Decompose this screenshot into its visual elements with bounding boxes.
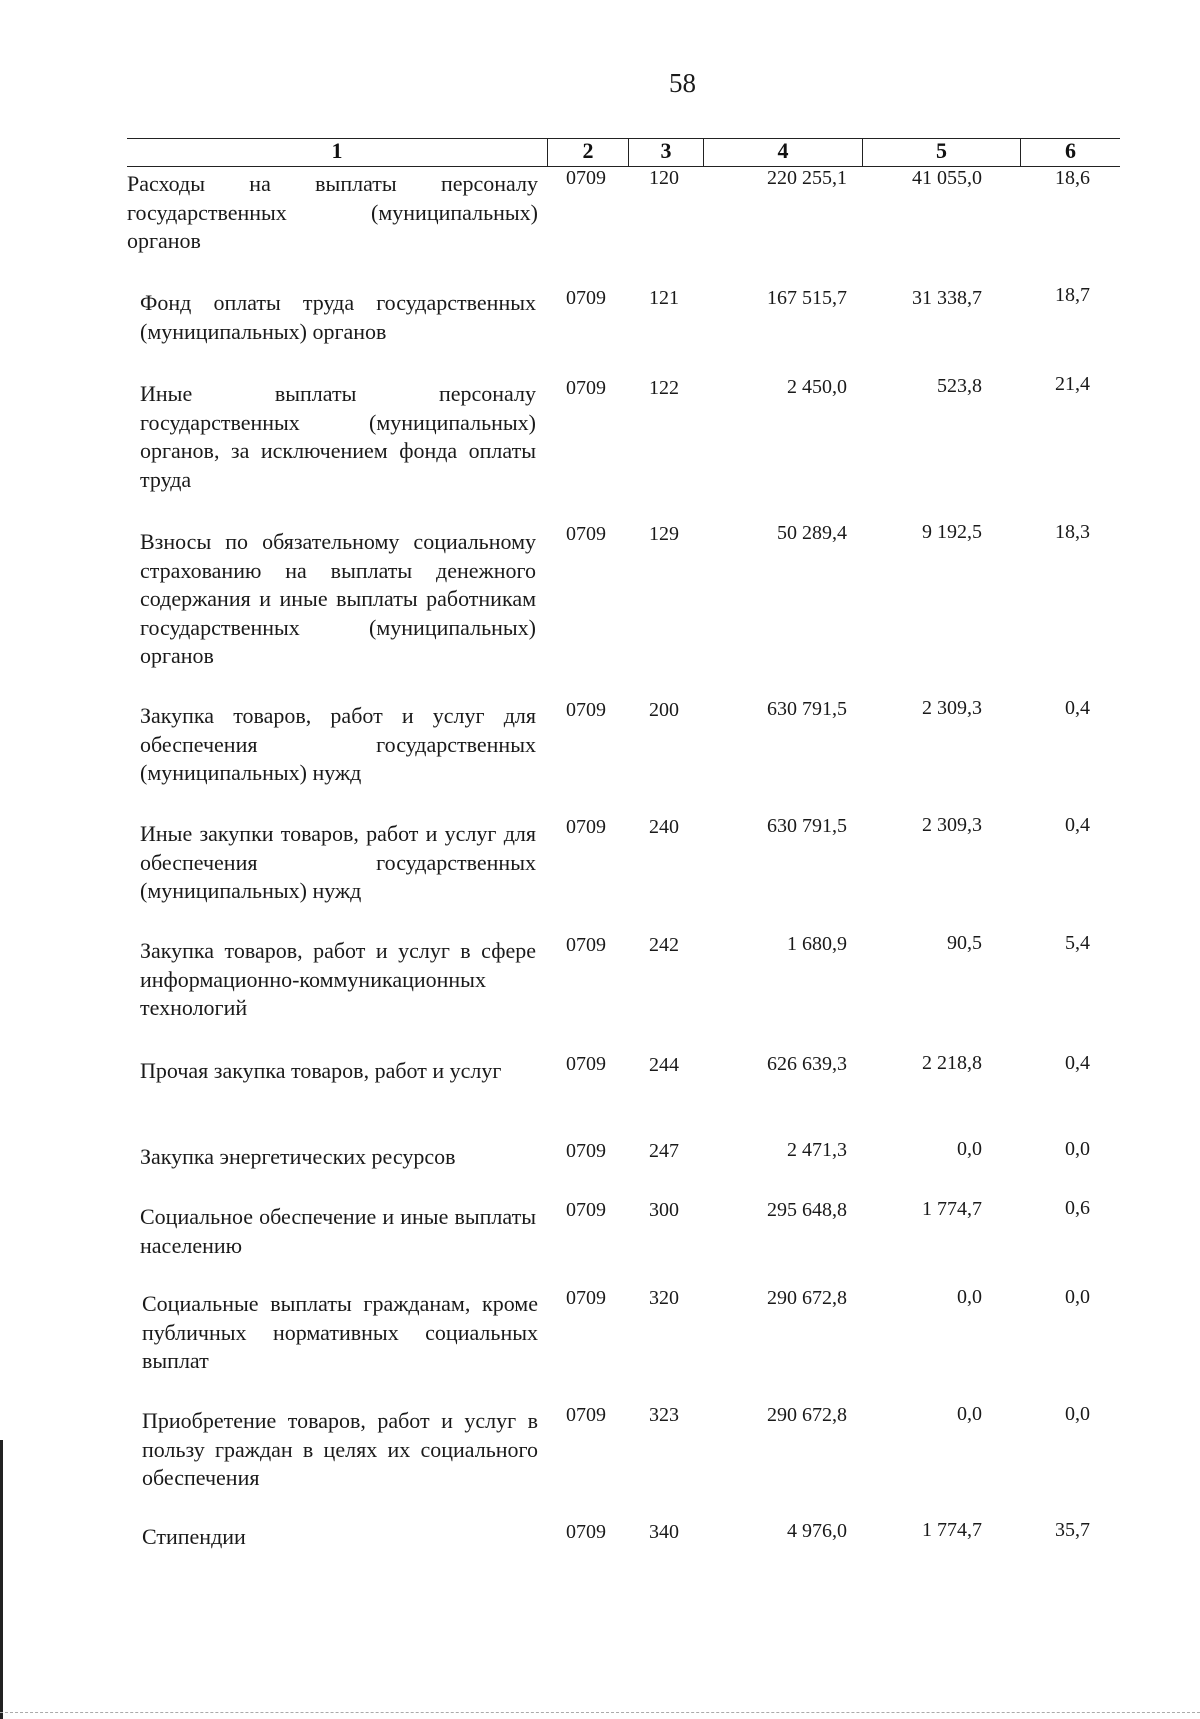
table-cell-section: 0709 xyxy=(566,167,606,189)
table-cell-expense-type: 320 xyxy=(649,1287,679,1309)
table-cell-section: 0709 xyxy=(566,1199,606,1221)
table-cell-executed: 2 309,3 xyxy=(922,814,982,836)
table-row-label: Прочая закупка товаров, работ и услуг xyxy=(140,1058,502,1083)
table-cell-expense-type: 122 xyxy=(649,377,679,399)
table-cell-expense-type: 120 xyxy=(649,167,679,189)
table-cell-executed: 9 192,5 xyxy=(922,521,982,543)
table-cell-percent: 0,6 xyxy=(1065,1197,1090,1219)
table-row-label: Приобретение товаров, работ и услуг в пользу граждан в целях их социального обеспечения xyxy=(142,1408,538,1490)
table-cell-section: 0709 xyxy=(566,699,606,721)
table-cell-executed: 1 774,7 xyxy=(922,1519,982,1541)
table-cell-percent: 0,4 xyxy=(1065,697,1090,719)
table-cell-expense-type: 242 xyxy=(649,934,679,956)
table-cell-executed: 2 309,3 xyxy=(922,697,982,719)
table-row-label: Социальное обеспечение и иные выплаты населению xyxy=(140,1204,536,1258)
table-cell-expense-type: 300 xyxy=(649,1199,679,1221)
table-row-label: Закупка энергетических ресурсов xyxy=(140,1144,456,1169)
scan-bottom-edge xyxy=(0,1712,1200,1713)
table-cell-percent: 18,3 xyxy=(1055,521,1090,543)
page-number: 58 xyxy=(669,68,696,98)
table-cell-plan: 630 791,5 xyxy=(767,815,847,837)
table-cell-expense-type: 200 xyxy=(649,699,679,721)
table-cell-section: 0709 xyxy=(566,1140,606,1162)
table-cell-section: 0709 xyxy=(566,523,606,545)
table-cell-section: 0709 xyxy=(566,1404,606,1426)
header-col-1: 1 xyxy=(331,138,343,163)
table-cell-expense-type: 121 xyxy=(649,287,679,309)
table-cell-section: 0709 xyxy=(566,287,606,309)
table-cell-plan: 290 672,8 xyxy=(767,1287,847,1309)
table-row-label: Социальные выплаты гражданам, кроме публичных нормативных социальных выплат xyxy=(142,1291,538,1373)
table-cell-percent: 18,6 xyxy=(1055,167,1090,189)
header-col-3: 3 xyxy=(660,138,672,163)
header-col-5: 5 xyxy=(936,138,947,163)
table-cell-expense-type: 244 xyxy=(649,1054,679,1076)
table-cell-section: 0709 xyxy=(566,816,606,838)
table-row-label: Иные закупки товаров, работ и услуг для обеспечения государственных (муниципальных) нужд xyxy=(140,821,536,903)
table-row-label: Иные выплаты персоналу государственных (муниципальных) органов, за исключением фонда оплаты труда xyxy=(140,381,536,492)
header-col-6: 6 xyxy=(1065,138,1076,163)
table-cell-executed: 0,0 xyxy=(957,1138,982,1160)
table-cell-percent: 0,0 xyxy=(1065,1286,1090,1308)
table-cell-percent: 21,4 xyxy=(1055,373,1090,395)
table-cell-plan: 295 648,8 xyxy=(767,1199,847,1221)
table-cell-plan: 1 680,9 xyxy=(787,933,847,955)
table-cell-percent: 18,7 xyxy=(1055,284,1090,306)
table-cell-executed: 0,0 xyxy=(957,1286,982,1308)
table-cell-plan: 630 791,5 xyxy=(767,698,847,720)
table-cell-section: 0709 xyxy=(566,1287,606,1309)
header-col-2: 2 xyxy=(582,138,594,163)
table-cell-percent: 5,4 xyxy=(1065,932,1090,954)
table-row-label: Закупка товаров, работ и услуг в сфере информационно-коммуникационных технологий xyxy=(140,938,536,1020)
table-cell-expense-type: 323 xyxy=(649,1404,679,1426)
table-cell-expense-type: 240 xyxy=(649,816,679,838)
table-cell-expense-type: 129 xyxy=(649,523,679,545)
table-cell-executed: 90,5 xyxy=(947,932,982,954)
table-cell-section: 0709 xyxy=(566,934,606,956)
header-col-4: 4 xyxy=(777,138,789,163)
table-cell-executed: 41 055,0 xyxy=(912,167,982,189)
table-row-label: Закупка товаров, работ и услуг для обеспечения государственных (муниципальных) нужд xyxy=(140,703,536,785)
table-row-label: Стипендии xyxy=(142,1524,246,1549)
table-cell-section: 0709 xyxy=(566,377,606,399)
table-cell-expense-type: 340 xyxy=(649,1521,679,1543)
table-cell-section: 0709 xyxy=(566,1053,606,1075)
table-cell-executed: 1 774,7 xyxy=(922,1198,982,1220)
table-cell-plan: 50 289,4 xyxy=(777,522,847,544)
table-cell-plan: 2 450,0 xyxy=(787,376,847,398)
table-cell-expense-type: 247 xyxy=(649,1140,679,1162)
table-cell-plan: 626 639,3 xyxy=(767,1053,847,1075)
scan-edge-mark xyxy=(0,1440,3,1719)
table-cell-executed: 523,8 xyxy=(937,375,982,397)
table-row-label: Взносы по обязательному социальному страхованию на выплаты денежного содержания и иные выплаты работникам государственных (муниципальных) органов xyxy=(140,529,536,668)
table-cell-percent: 0,0 xyxy=(1065,1138,1090,1160)
table-row-label: Расходы на выплаты персоналу государственных (муниципальных) органов xyxy=(127,171,538,253)
table-row-label: Фонд оплаты труда государственных (муниципальных) органов xyxy=(140,290,536,344)
table-cell-plan: 220 255,1 xyxy=(767,167,847,189)
table-cell-section: 0709 xyxy=(566,1521,606,1543)
table-cell-percent: 0,4 xyxy=(1065,1052,1090,1074)
table-cell-plan: 2 471,3 xyxy=(787,1139,847,1161)
table-cell-executed: 31 338,7 xyxy=(912,287,982,309)
table-cell-percent: 0,4 xyxy=(1065,814,1090,836)
table-cell-plan: 167 515,7 xyxy=(767,287,847,309)
table-cell-plan: 290 672,8 xyxy=(767,1404,847,1426)
table-cell-executed: 2 218,8 xyxy=(922,1052,982,1074)
table-cell-plan: 4 976,0 xyxy=(787,1520,847,1542)
table-cell-percent: 0,0 xyxy=(1065,1403,1090,1425)
table-cell-executed: 0,0 xyxy=(957,1403,982,1425)
table-cell-percent: 35,7 xyxy=(1055,1519,1090,1541)
